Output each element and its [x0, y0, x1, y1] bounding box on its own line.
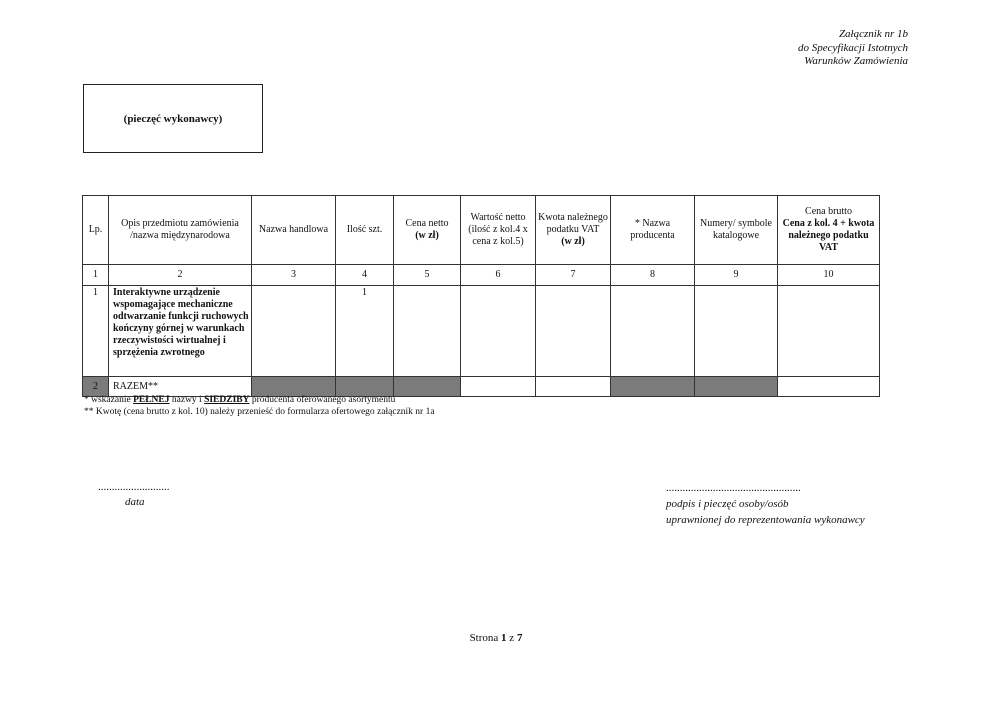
- header-gross-price: [778, 196, 880, 265]
- stamp-label: (pieczęć wykonawcy): [123, 112, 223, 125]
- item-net-price-cell[interactable]: [394, 286, 461, 377]
- header-gross-formula: Cena z kol. 4 + kwota należnego podatku VAT: [782, 218, 875, 253]
- header-vat-unit: (w zł): [561, 236, 585, 247]
- column-number: 10: [778, 265, 880, 286]
- total-label: RAZEM**: [109, 377, 252, 397]
- attachment-number: Załącznik nr 1b: [838, 28, 908, 40]
- header-catalog-numbers: Numery/ symbole katalogowe: [695, 196, 778, 265]
- header-net-value: Wartość netto (ilość z kol.4 x cena z kol.5): [461, 196, 536, 265]
- table-header-row: [83, 196, 880, 265]
- header-description: Opis przedmiotu zamówienia /nazwa międzynarodowa: [109, 196, 252, 265]
- page-mid: z: [506, 632, 517, 644]
- header-trade-name: Nazwa handlowa: [252, 196, 336, 265]
- header-gross-label: Cena brutto: [805, 206, 852, 217]
- table-row: [83, 286, 880, 377]
- item-net-value-cell[interactable]: [461, 286, 536, 377]
- header-net-price-unit: (w zł): [415, 230, 439, 241]
- footnote-1-seat: SIEDZIBY: [204, 395, 250, 405]
- footnote-1-prefix: * wskazanie: [84, 395, 134, 405]
- column-number: 5: [394, 265, 461, 286]
- header-quantity: Ilość szt.: [336, 196, 394, 265]
- signature-label-2: uprawnionej do reprezentowania wykonawcy: [666, 514, 865, 526]
- total-pages: 7: [516, 632, 523, 644]
- header-lp: Lp.: [83, 196, 109, 265]
- footnotes: [84, 395, 435, 418]
- total-gross-cell[interactable]: [778, 377, 880, 397]
- footnote-gross-transfer: ** Kwotę (cena brutto z kol. 10) należy przenieść do formularza ofertowego załącznik nr 1a: [84, 406, 435, 417]
- date-signature-block: [98, 480, 170, 510]
- header-vat-amount: [536, 196, 611, 265]
- total-vat-cell[interactable]: [536, 377, 611, 397]
- header-producer: * Nazwa producenta: [611, 196, 695, 265]
- offer-table: [82, 195, 880, 397]
- total-row: [83, 377, 880, 397]
- footnote-producer: [84, 395, 435, 407]
- total-shaded-cell: [695, 377, 778, 397]
- column-number: 4: [336, 265, 394, 286]
- date-label: data: [125, 496, 145, 508]
- column-number: 1: [83, 265, 109, 286]
- total-shaded-cell: [611, 377, 695, 397]
- total-shaded-cell: [252, 377, 336, 397]
- column-number: 6: [461, 265, 536, 286]
- column-number: 8: [611, 265, 695, 286]
- total-shaded-cell: [394, 377, 461, 397]
- attachment-reference-2: Warunków Zamówienia: [804, 55, 908, 67]
- item-trade-name-cell[interactable]: [252, 286, 336, 377]
- item-quantity: 1: [336, 286, 394, 377]
- total-net-value-cell[interactable]: [461, 377, 536, 397]
- page-prefix: Strona: [469, 632, 502, 644]
- item-catalog-cell[interactable]: [695, 286, 778, 377]
- current-page: 1: [501, 632, 507, 644]
- header-net-price-label: Cena netto: [405, 218, 449, 229]
- date-line[interactable]: ..........................: [98, 481, 170, 493]
- attachment-reference: do Specyfikacji Istotnych: [798, 41, 908, 54]
- signature-block: [666, 480, 865, 528]
- header-net-price: [394, 196, 461, 265]
- column-number: 3: [252, 265, 336, 286]
- page-number: [0, 632, 992, 644]
- item-vat-cell[interactable]: [536, 286, 611, 377]
- column-number: 2: [109, 265, 252, 286]
- signature-line[interactable]: .................................................: [666, 482, 801, 494]
- column-number: 7: [536, 265, 611, 286]
- signature-label: podpis i pieczęć osoby/osób: [666, 498, 789, 510]
- item-description: Interaktywne urządzenie wspomagające mechaniczne odtwarzanie funkcji ruchowych kończyny górnej w warunkach rzeczywistości wirtualnej i sprzężenia zwrotnego: [109, 286, 252, 377]
- header-vat-label: Kwota należnego podatku VAT: [538, 212, 608, 235]
- footnote-1-suffix: producenta oferowanego asortymentu: [249, 395, 396, 405]
- item-gross-cell[interactable]: [778, 286, 880, 377]
- column-number-row: [83, 265, 880, 286]
- contractor-stamp-box: [83, 84, 263, 153]
- attachment-note: [798, 28, 908, 69]
- item-lp: 1: [83, 286, 109, 377]
- footnote-1-mid: nazwy i: [169, 395, 205, 405]
- footnote-1-full: PEŁNEJ: [133, 395, 170, 405]
- column-number: 9: [695, 265, 778, 286]
- total-shaded-cell: [336, 377, 394, 397]
- item-producer-cell[interactable]: [611, 286, 695, 377]
- total-lp: 2: [83, 377, 109, 397]
